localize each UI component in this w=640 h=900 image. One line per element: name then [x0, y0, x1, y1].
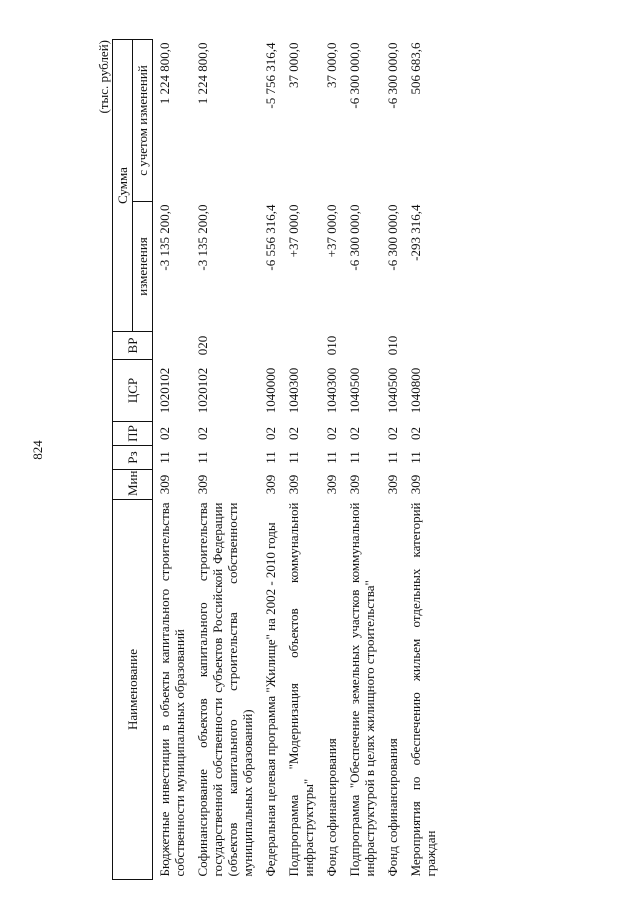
- row-min: 309: [195, 474, 210, 495]
- row-pr: 02: [157, 427, 172, 440]
- table-row: [320, 40, 343, 880]
- row-name: Федеральная целевая программа "Жилище" на 2002 - 2010 годы: [263, 522, 278, 877]
- table-row: [343, 40, 381, 880]
- units-note: (тыс. рублей): [96, 40, 111, 114]
- row-csr: 1040500: [385, 367, 400, 414]
- row-name: Фонд софинансирования: [385, 738, 400, 877]
- header-vr: ВР: [113, 332, 153, 360]
- row-name: Бюджетные инвестиции в объекты капитального строительства собственности муниципальных образований: [157, 502, 187, 877]
- row-change: -6 556 316,4: [263, 204, 278, 271]
- row-name: Подпрограмма "Обеспечение земельных участков коммунальной инфраструктурой в целях жилищного строительства": [347, 502, 377, 877]
- row-min: 309: [347, 474, 362, 495]
- row-change: +37 000,0: [286, 204, 301, 258]
- row-min: 309: [408, 474, 423, 495]
- row-total: 506 683,6: [408, 42, 423, 95]
- row-rz: 11: [408, 451, 423, 464]
- row-vr: 020: [195, 335, 210, 356]
- row-csr: 1020102: [157, 367, 172, 414]
- row-rz: 11: [385, 451, 400, 464]
- table-body: [153, 40, 443, 880]
- row-change: -6 300 000,0: [347, 204, 362, 271]
- row-vr: [282, 332, 320, 360]
- row-csr: 1040500: [347, 367, 362, 414]
- table-row: [404, 40, 442, 880]
- row-pr: 02: [408, 427, 423, 440]
- row-total: -5 756 316,4: [263, 42, 278, 109]
- header-csr: ЦСР: [113, 360, 153, 422]
- row-vr: [153, 332, 192, 360]
- row-change: -3 135 200,0: [195, 204, 210, 271]
- row-min: 309: [157, 474, 172, 495]
- row-rz: 11: [157, 451, 172, 464]
- header-with-change: с учетом изменений: [133, 40, 153, 202]
- row-csr: 1040800: [408, 367, 423, 414]
- row-rz: 11: [324, 451, 339, 464]
- row-pr: 02: [324, 427, 339, 440]
- header-min: Мин: [113, 470, 153, 500]
- row-total: -6 300 000,0: [347, 42, 362, 109]
- row-vr: [259, 332, 282, 360]
- row-change: +37 000,0: [324, 204, 339, 258]
- row-total: 1 224 800,0: [157, 42, 172, 105]
- table-row: [259, 40, 282, 880]
- row-rz: 11: [286, 451, 301, 464]
- row-total: -6 300 000,0: [385, 42, 400, 109]
- row-rz: 11: [263, 451, 278, 464]
- table-row: [153, 40, 192, 880]
- row-csr: 1040300: [324, 367, 339, 414]
- row-min: 309: [385, 474, 400, 495]
- row-name: Фонд софинансирования: [324, 738, 339, 877]
- header-change: изменения: [133, 202, 153, 332]
- row-csr: 1040000: [263, 367, 278, 414]
- table-row: [282, 40, 320, 880]
- budget-table: [112, 39, 442, 880]
- row-csr: 1040300: [286, 367, 301, 414]
- row-rz: 11: [347, 451, 362, 464]
- header-pr: ПР: [113, 422, 153, 446]
- row-total: 1 224 800,0: [195, 42, 210, 105]
- table-header: [113, 40, 153, 880]
- row-change: -6 300 000,0: [385, 204, 400, 271]
- row-min: 309: [286, 474, 301, 495]
- row-pr: 02: [347, 427, 362, 440]
- header-rz: Рз: [113, 446, 153, 470]
- row-pr: 02: [385, 427, 400, 440]
- header-name: Наименование: [113, 500, 153, 880]
- row-vr: [404, 332, 442, 360]
- table-row: [191, 40, 259, 880]
- row-pr: 02: [195, 427, 210, 440]
- row-min: 309: [263, 474, 278, 495]
- table-row: [381, 40, 404, 880]
- rotated-table-sheet: [96, 40, 536, 880]
- row-vr: 010: [324, 335, 339, 356]
- row-vr: 010: [385, 335, 400, 356]
- row-name: Подпрограмма "Модернизация объектов коммунальной инфраструктуры": [286, 502, 316, 877]
- row-csr: 1020102: [195, 367, 210, 414]
- header-sum: Сумма: [113, 40, 133, 332]
- page-number: 824: [30, 440, 45, 460]
- row-pr: 02: [263, 427, 278, 440]
- row-total: 37 000,0: [324, 42, 339, 88]
- row-change: -293 316,4: [408, 204, 423, 261]
- row-name: Софинансирование объектов капитального строительства государственной собственности субъектов Российской Федерации (объектов капитального строительства собственности муниципальных образований): [195, 502, 255, 877]
- row-rz: 11: [195, 451, 210, 464]
- row-name: Мероприятия по обеспечению жильем отдельных категорий граждан: [408, 502, 438, 877]
- row-change: -3 135 200,0: [157, 204, 172, 271]
- row-min: 309: [324, 474, 339, 495]
- row-vr: [343, 332, 381, 360]
- row-total: 37 000,0: [286, 42, 301, 88]
- row-pr: 02: [286, 427, 301, 440]
